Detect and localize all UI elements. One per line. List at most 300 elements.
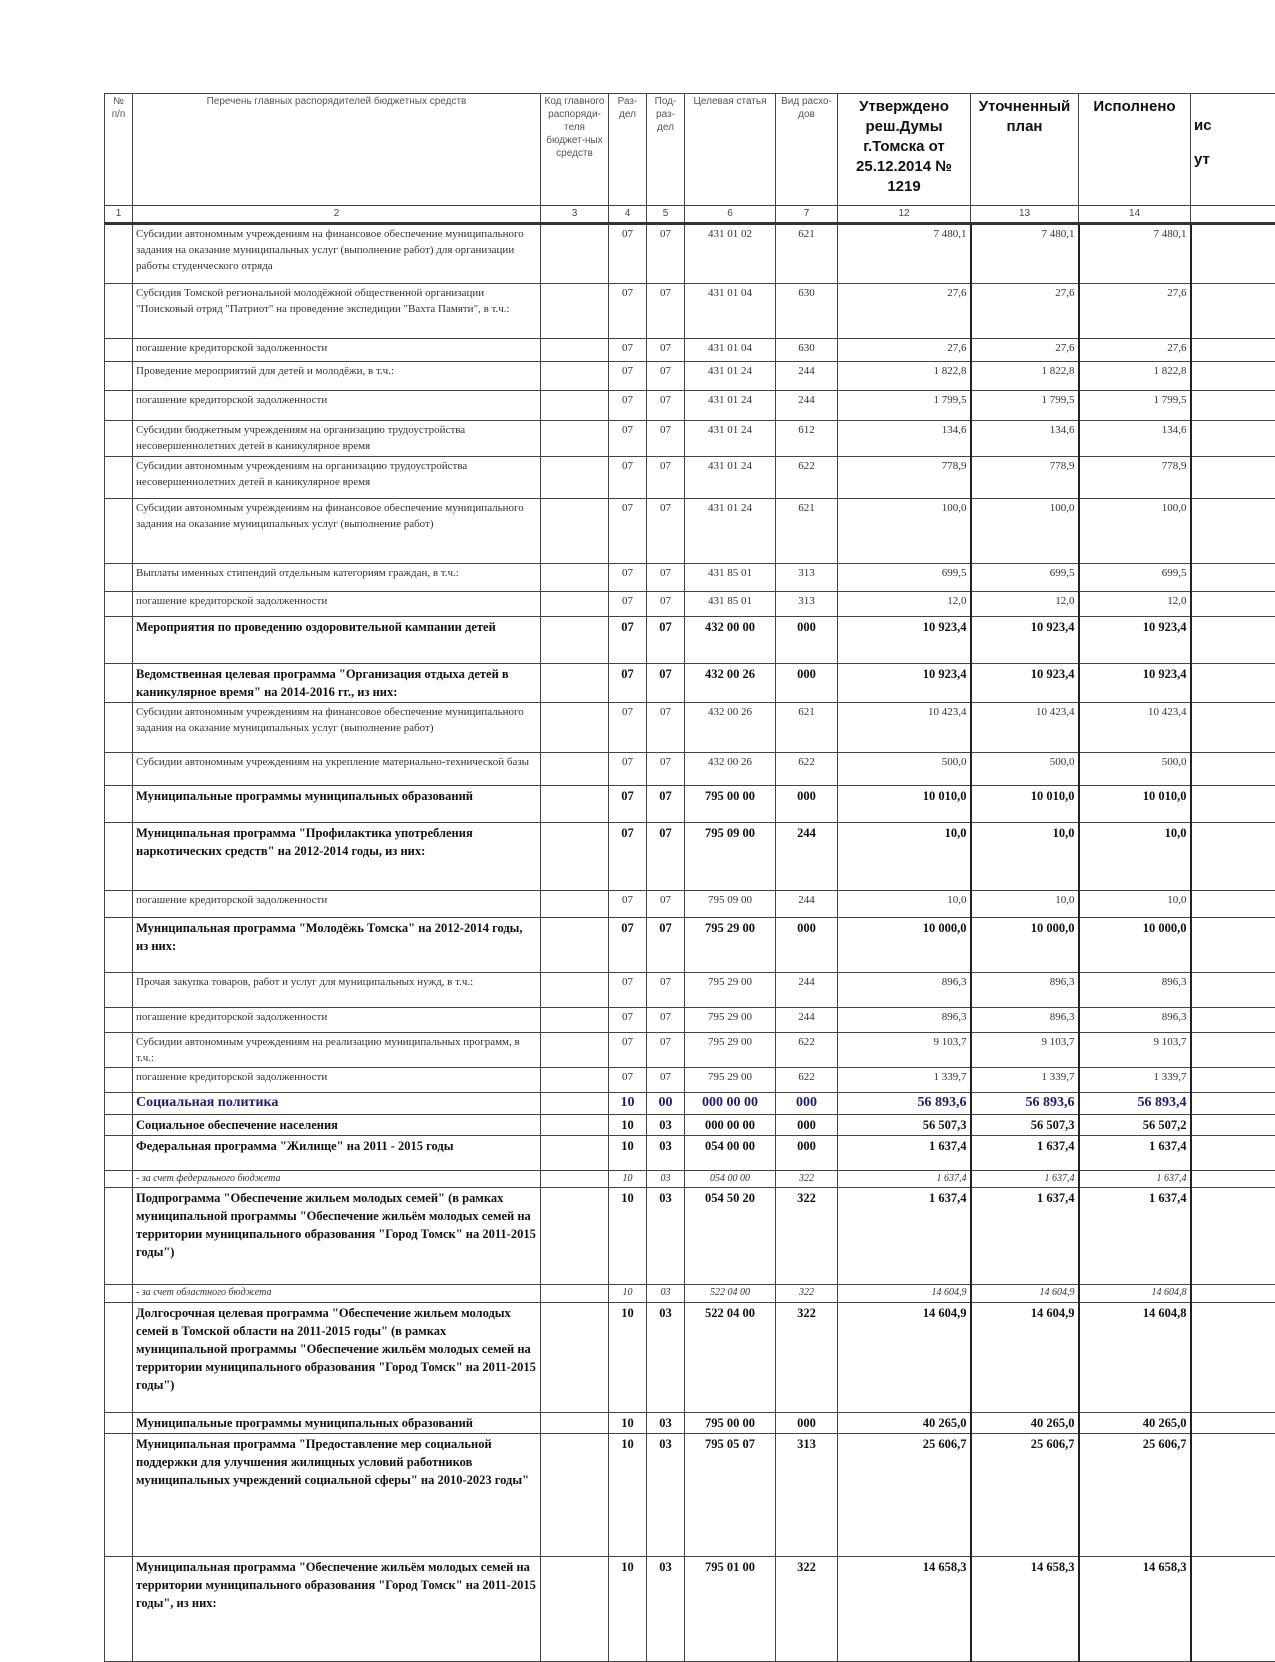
cell-podrazdel: 07	[647, 1068, 685, 1093]
cell-podrazdel: 07	[647, 457, 685, 499]
cell-podrazdel: 07	[647, 362, 685, 391]
cell-v12: 1 637,4	[838, 1136, 971, 1171]
table-row	[105, 284, 1275, 339]
cell-celevaya: 432 00 26	[685, 703, 776, 753]
cell-podrazdel: 07	[647, 339, 685, 362]
cell-vid: 000	[776, 1093, 838, 1115]
cell-razdel: 10	[609, 1434, 647, 1557]
cell-extra	[1191, 421, 1275, 457]
cell-name: Субсидии бюджетным учреждениям на организацию трудоустройства несовершеннолетних детей в каникулярное время	[133, 421, 541, 457]
cell-v14: 1 822,8	[1079, 362, 1191, 391]
cell-kod	[541, 1434, 609, 1557]
cell-vid: 630	[776, 339, 838, 362]
cell-num	[105, 457, 133, 499]
cell-extra	[1191, 1093, 1275, 1115]
cell-v12: 1 637,4	[838, 1188, 971, 1285]
column-number: 7	[776, 206, 838, 224]
cell-v13: 14 604,9	[971, 1303, 1079, 1413]
cell-podrazdel: 07	[647, 617, 685, 664]
cell-podrazdel: 07	[647, 564, 685, 592]
cell-kod	[541, 1285, 609, 1303]
cell-extra	[1191, 284, 1275, 339]
cell-num	[105, 1285, 133, 1303]
cell-num	[105, 1008, 133, 1033]
header-kod: Код главного распоряди-теля бюджет-ных средств	[541, 94, 609, 206]
cell-podrazdel: 07	[647, 703, 685, 753]
cell-name: погашение кредиторской задолженности	[133, 592, 541, 617]
cell-v14: 7 480,1	[1079, 224, 1191, 284]
cell-v14: 10,0	[1079, 891, 1191, 918]
cell-name: Муниципальная программа "Обеспечение жильём молодых семей на территории муниципального образования "Город Томск" на 2011-2015 годы", из них:	[133, 1557, 541, 1662]
cell-v13: 10 000,0	[971, 918, 1079, 973]
cell-vid: 621	[776, 224, 838, 284]
cell-v13: 1 339,7	[971, 1068, 1079, 1093]
cell-extra	[1191, 973, 1275, 1008]
cell-kod	[541, 339, 609, 362]
cell-v12: 27,6	[838, 339, 971, 362]
table-row	[105, 1033, 1275, 1068]
cell-v13: 56 893,6	[971, 1093, 1079, 1115]
cell-celevaya: 795 29 00	[685, 1068, 776, 1093]
cell-celevaya: 795 09 00	[685, 823, 776, 891]
cell-name: Ведомственная целевая программа "Организация отдыха детей в каникулярное время" на 2014-2016 гг., из них:	[133, 664, 541, 703]
table-row	[105, 391, 1275, 421]
cell-v12: 7 480,1	[838, 224, 971, 284]
cell-v12: 1 339,7	[838, 1068, 971, 1093]
cell-extra	[1191, 1285, 1275, 1303]
table-row	[105, 1115, 1275, 1136]
cell-num	[105, 703, 133, 753]
cell-vid: 244	[776, 973, 838, 1008]
cell-v13: 1 637,4	[971, 1188, 1079, 1285]
cell-v13: 14 658,3	[971, 1557, 1079, 1662]
column-number: 6	[685, 206, 776, 224]
cell-kod	[541, 391, 609, 421]
cell-celevaya: 054 00 00	[685, 1136, 776, 1171]
table-row	[105, 891, 1275, 918]
cell-name: Субсидии автономным учреждениям на финансовое обеспечение муниципального задания на оказание муниципальных услуг (выполнение работ)	[133, 499, 541, 564]
cell-razdel: 07	[609, 362, 647, 391]
cell-name: Прочая закупка товаров, работ и услуг для муниципальных нужд, в т.ч.:	[133, 973, 541, 1008]
cell-razdel: 07	[609, 973, 647, 1008]
cell-num	[105, 918, 133, 973]
cell-podrazdel: 03	[647, 1557, 685, 1662]
table-row	[105, 1136, 1275, 1171]
cell-podrazdel: 03	[647, 1303, 685, 1413]
cell-extra	[1191, 891, 1275, 918]
cell-v12: 134,6	[838, 421, 971, 457]
cell-num	[105, 421, 133, 457]
cell-extra	[1191, 664, 1275, 703]
cell-v12: 14 604,9	[838, 1303, 971, 1413]
cell-extra	[1191, 1033, 1275, 1068]
header-clipped-line1: ис	[1194, 116, 1275, 136]
table-row	[105, 918, 1275, 973]
cell-kod	[541, 421, 609, 457]
cell-razdel: 07	[609, 664, 647, 703]
cell-razdel: 07	[609, 753, 647, 786]
cell-name: Подпрограмма "Обеспечение жильем молодых семей" (в рамках муниципальной программы "Обеспечение жильём молодых семей на территории муниципального образования "Город Томск" на 2011-2015 годы")	[133, 1188, 541, 1285]
cell-celevaya: 795 29 00	[685, 973, 776, 1008]
cell-v14: 699,5	[1079, 564, 1191, 592]
cell-extra	[1191, 703, 1275, 753]
cell-name: Социальная политика	[133, 1093, 541, 1115]
cell-extra	[1191, 1115, 1275, 1136]
cell-v12: 10,0	[838, 823, 971, 891]
header-clipped	[1191, 94, 1275, 206]
cell-kod	[541, 1188, 609, 1285]
cell-celevaya: 054 00 00	[685, 1171, 776, 1188]
cell-v14: 1 799,5	[1079, 391, 1191, 421]
table-row	[105, 1171, 1275, 1188]
cell-v12: 699,5	[838, 564, 971, 592]
cell-v14: 14 604,8	[1079, 1303, 1191, 1413]
cell-name: Проведение мероприятий для детей и молодёжи, в т.ч.:	[133, 362, 541, 391]
cell-extra	[1191, 753, 1275, 786]
column-number: 5	[647, 206, 685, 224]
cell-podrazdel: 00	[647, 1093, 685, 1115]
table-row	[105, 786, 1275, 823]
cell-v13: 10 923,4	[971, 664, 1079, 703]
cell-vid: 000	[776, 918, 838, 973]
cell-extra	[1191, 391, 1275, 421]
cell-v13: 7 480,1	[971, 224, 1079, 284]
header-row	[105, 94, 1275, 206]
cell-num	[105, 284, 133, 339]
cell-razdel: 07	[609, 617, 647, 664]
budget-table-container	[104, 93, 1275, 1662]
cell-kod	[541, 918, 609, 973]
cell-podrazdel: 07	[647, 891, 685, 918]
cell-name: Социальное обеспечение населения	[133, 1115, 541, 1136]
cell-num	[105, 1303, 133, 1413]
cell-vid: 313	[776, 1434, 838, 1557]
cell-kod	[541, 786, 609, 823]
cell-name: Мероприятия по проведению оздоровительной кампании детей	[133, 617, 541, 664]
cell-v13: 10 010,0	[971, 786, 1079, 823]
cell-podrazdel: 03	[647, 1413, 685, 1434]
cell-num	[105, 362, 133, 391]
cell-celevaya: 795 29 00	[685, 1008, 776, 1033]
cell-v12: 1 637,4	[838, 1171, 971, 1188]
cell-vid: 313	[776, 564, 838, 592]
column-numbers-row	[105, 206, 1275, 224]
table-row	[105, 224, 1275, 284]
cell-v12: 12,0	[838, 592, 971, 617]
cell-kod	[541, 1033, 609, 1068]
cell-razdel: 07	[609, 339, 647, 362]
cell-vid: 244	[776, 362, 838, 391]
cell-num	[105, 753, 133, 786]
cell-celevaya: 431 01 24	[685, 421, 776, 457]
cell-vid: 622	[776, 1068, 838, 1093]
cell-vid: 322	[776, 1557, 838, 1662]
cell-v13: 896,3	[971, 1008, 1079, 1033]
cell-vid: 313	[776, 592, 838, 617]
cell-celevaya: 431 01 24	[685, 499, 776, 564]
cell-name: Субсидии автономным учреждениям на финансовое обеспечение муниципального задания на оказание муниципальных услуг (выполнение работ)	[133, 703, 541, 753]
header-utochnenny: Уточненный план	[971, 94, 1079, 206]
cell-celevaya: 522 04 00	[685, 1285, 776, 1303]
cell-v12: 10 923,4	[838, 617, 971, 664]
cell-razdel: 07	[609, 1008, 647, 1033]
cell-v14: 1 637,4	[1079, 1136, 1191, 1171]
cell-vid: 244	[776, 891, 838, 918]
cell-v14: 500,0	[1079, 753, 1191, 786]
cell-v12: 896,3	[838, 973, 971, 1008]
cell-v13: 12,0	[971, 592, 1079, 617]
table-row	[105, 973, 1275, 1008]
cell-v14: 896,3	[1079, 973, 1191, 1008]
table-row	[105, 421, 1275, 457]
cell-podrazdel: 03	[647, 1115, 685, 1136]
cell-v14: 14 604,8	[1079, 1285, 1191, 1303]
cell-num	[105, 1171, 133, 1188]
cell-num	[105, 786, 133, 823]
cell-celevaya: 000 00 00	[685, 1093, 776, 1115]
header-clipped-line2: ут	[1194, 150, 1275, 170]
cell-extra	[1191, 592, 1275, 617]
cell-podrazdel: 07	[647, 391, 685, 421]
table-row	[105, 564, 1275, 592]
cell-podrazdel: 03	[647, 1171, 685, 1188]
cell-v13: 10 423,4	[971, 703, 1079, 753]
cell-v14: 40 265,0	[1079, 1413, 1191, 1434]
cell-num	[105, 664, 133, 703]
table-row	[105, 362, 1275, 391]
cell-v13: 1 637,4	[971, 1136, 1079, 1171]
cell-celevaya: 431 85 01	[685, 592, 776, 617]
cell-v13: 14 604,9	[971, 1285, 1079, 1303]
column-number: 12	[838, 206, 971, 224]
cell-razdel: 10	[609, 1093, 647, 1115]
cell-celevaya: 795 00 00	[685, 1413, 776, 1434]
cell-celevaya: 431 01 24	[685, 391, 776, 421]
cell-podrazdel: 07	[647, 786, 685, 823]
cell-vid: 000	[776, 786, 838, 823]
cell-celevaya: 795 29 00	[685, 918, 776, 973]
cell-extra	[1191, 224, 1275, 284]
cell-podrazdel: 07	[647, 284, 685, 339]
cell-num	[105, 1068, 133, 1093]
cell-podrazdel: 07	[647, 421, 685, 457]
cell-celevaya: 054 50 20	[685, 1188, 776, 1285]
cell-podrazdel: 03	[647, 1188, 685, 1285]
cell-kod	[541, 1557, 609, 1662]
cell-v14: 10,0	[1079, 823, 1191, 891]
cell-name: Субсидии автономным учреждениям на укрепление материально-технической базы	[133, 753, 541, 786]
cell-extra	[1191, 1434, 1275, 1557]
cell-celevaya: 432 00 26	[685, 753, 776, 786]
header-podrazdel: Под-раз-дел	[647, 94, 685, 206]
cell-v14: 56 893,4	[1079, 1093, 1191, 1115]
cell-podrazdel: 03	[647, 1136, 685, 1171]
cell-razdel: 07	[609, 499, 647, 564]
cell-v13: 56 507,3	[971, 1115, 1079, 1136]
cell-kod	[541, 753, 609, 786]
cell-razdel: 10	[609, 1188, 647, 1285]
cell-razdel: 07	[609, 224, 647, 284]
cell-extra	[1191, 499, 1275, 564]
cell-num	[105, 1188, 133, 1285]
cell-name: Выплаты именных стипендий отдельным категориям граждан, в т.ч.:	[133, 564, 541, 592]
cell-v14: 56 507,2	[1079, 1115, 1191, 1136]
cell-vid: 000	[776, 1413, 838, 1434]
table-row	[105, 1008, 1275, 1033]
cell-razdel: 10	[609, 1413, 647, 1434]
cell-kod	[541, 457, 609, 499]
cell-celevaya: 432 00 00	[685, 617, 776, 664]
cell-extra	[1191, 918, 1275, 973]
cell-podrazdel: 07	[647, 499, 685, 564]
cell-kod	[541, 592, 609, 617]
cell-kod	[541, 499, 609, 564]
cell-celevaya: 795 29 00	[685, 1033, 776, 1068]
table-row	[105, 703, 1275, 753]
cell-extra	[1191, 786, 1275, 823]
table-row	[105, 1285, 1275, 1303]
table-row	[105, 1303, 1275, 1413]
cell-kod	[541, 891, 609, 918]
cell-kod	[541, 1136, 609, 1171]
cell-v12: 778,9	[838, 457, 971, 499]
cell-razdel: 10	[609, 1136, 647, 1171]
cell-name: погашение кредиторской задолженности	[133, 1068, 541, 1093]
cell-podrazdel: 07	[647, 592, 685, 617]
column-number: 1	[105, 206, 133, 224]
table-row	[105, 1413, 1275, 1434]
cell-name: - за счет федерального бюджета	[133, 1171, 541, 1188]
cell-celevaya: 795 09 00	[685, 891, 776, 918]
cell-vid: 000	[776, 664, 838, 703]
cell-v12: 27,6	[838, 284, 971, 339]
cell-razdel: 07	[609, 457, 647, 499]
cell-extra	[1191, 1188, 1275, 1285]
cell-kod	[541, 1303, 609, 1413]
cell-num	[105, 973, 133, 1008]
cell-num	[105, 1093, 133, 1115]
cell-vid: 621	[776, 499, 838, 564]
cell-name: Муниципальные программы муниципальных образований	[133, 786, 541, 823]
cell-razdel: 10	[609, 1171, 647, 1188]
cell-vid: 622	[776, 753, 838, 786]
cell-vid: 322	[776, 1285, 838, 1303]
cell-kod	[541, 564, 609, 592]
cell-num	[105, 564, 133, 592]
cell-vid: 322	[776, 1188, 838, 1285]
cell-v13: 10,0	[971, 823, 1079, 891]
cell-razdel: 07	[609, 1033, 647, 1068]
header-razdel: Раз-дел	[609, 94, 647, 206]
cell-celevaya: 431 85 01	[685, 564, 776, 592]
cell-num	[105, 617, 133, 664]
cell-kod	[541, 1093, 609, 1115]
cell-razdel: 07	[609, 918, 647, 973]
cell-vid: 622	[776, 457, 838, 499]
cell-v12: 100,0	[838, 499, 971, 564]
cell-podrazdel: 03	[647, 1434, 685, 1557]
cell-celevaya: 431 01 04	[685, 339, 776, 362]
cell-num	[105, 823, 133, 891]
column-number: 3	[541, 206, 609, 224]
cell-kod	[541, 1115, 609, 1136]
cell-extra	[1191, 339, 1275, 362]
cell-extra	[1191, 362, 1275, 391]
cell-extra	[1191, 617, 1275, 664]
cell-kod	[541, 1008, 609, 1033]
cell-extra	[1191, 1171, 1275, 1188]
cell-num	[105, 592, 133, 617]
cell-kod	[541, 362, 609, 391]
cell-name: Муниципальная программа "Молодёжь Томска" на 2012-2014 годы, из них:	[133, 918, 541, 973]
cell-v14: 10 923,4	[1079, 664, 1191, 703]
cell-celevaya: 522 04 00	[685, 1303, 776, 1413]
cell-num	[105, 1033, 133, 1068]
table-row	[105, 753, 1275, 786]
cell-podrazdel: 07	[647, 224, 685, 284]
cell-razdel: 07	[609, 284, 647, 339]
budget-table	[104, 93, 1275, 1662]
table-row	[105, 617, 1275, 664]
cell-extra	[1191, 1557, 1275, 1662]
cell-v13: 500,0	[971, 753, 1079, 786]
cell-extra	[1191, 564, 1275, 592]
cell-vid: 621	[776, 703, 838, 753]
cell-v12: 14 604,9	[838, 1285, 971, 1303]
cell-v12: 1 799,5	[838, 391, 971, 421]
cell-name: - за счет областного бюджета	[133, 1285, 541, 1303]
cell-name: Субсидии автономным учреждениям на реализацию муниципальных программ, в т.ч.:	[133, 1033, 541, 1068]
cell-v12: 10 423,4	[838, 703, 971, 753]
cell-v13: 100,0	[971, 499, 1079, 564]
cell-razdel: 07	[609, 391, 647, 421]
cell-podrazdel: 07	[647, 1033, 685, 1068]
table-row	[105, 499, 1275, 564]
cell-vid: 244	[776, 391, 838, 421]
cell-kod	[541, 1068, 609, 1093]
cell-vid: 612	[776, 421, 838, 457]
cell-celevaya: 000 00 00	[685, 1115, 776, 1136]
cell-name: погашение кредиторской задолженности	[133, 391, 541, 421]
cell-v13: 1 822,8	[971, 362, 1079, 391]
cell-v13: 1 799,5	[971, 391, 1079, 421]
header-vid: Вид расхо-дов	[776, 94, 838, 206]
cell-vid: 244	[776, 823, 838, 891]
cell-v12: 10,0	[838, 891, 971, 918]
cell-razdel: 07	[609, 823, 647, 891]
cell-num	[105, 1557, 133, 1662]
cell-v12: 500,0	[838, 753, 971, 786]
cell-v14: 896,3	[1079, 1008, 1191, 1033]
cell-name: Долгосрочная целевая программа "Обеспечение жильем молодых семей в Томской области на 2011-2015 годы" (в рамках муниципальной программы "Обеспечение жильём молодых семей на территории муниципального образования "Город Томск" на 2011-2015 годы")	[133, 1303, 541, 1413]
cell-v13: 134,6	[971, 421, 1079, 457]
cell-name: Субсидия Томской региональной молодёжной общественной организации "Поисковый отряд "Патриот" на проведение экспедиции "Вахта Памяти", в т.ч.:	[133, 284, 541, 339]
cell-v14: 134,6	[1079, 421, 1191, 457]
cell-name: погашение кредиторской задолженности	[133, 1008, 541, 1033]
cell-extra	[1191, 823, 1275, 891]
cell-v13: 896,3	[971, 973, 1079, 1008]
cell-podrazdel: 07	[647, 973, 685, 1008]
table-row	[105, 457, 1275, 499]
header-name: Перечень главных распорядителей бюджетных средств	[133, 94, 541, 206]
cell-kod	[541, 284, 609, 339]
cell-v12: 25 606,7	[838, 1434, 971, 1557]
cell-celevaya: 795 05 07	[685, 1434, 776, 1557]
cell-vid: 630	[776, 284, 838, 339]
cell-v12: 9 103,7	[838, 1033, 971, 1068]
cell-v13: 1 637,4	[971, 1171, 1079, 1188]
cell-v12: 56 893,6	[838, 1093, 971, 1115]
